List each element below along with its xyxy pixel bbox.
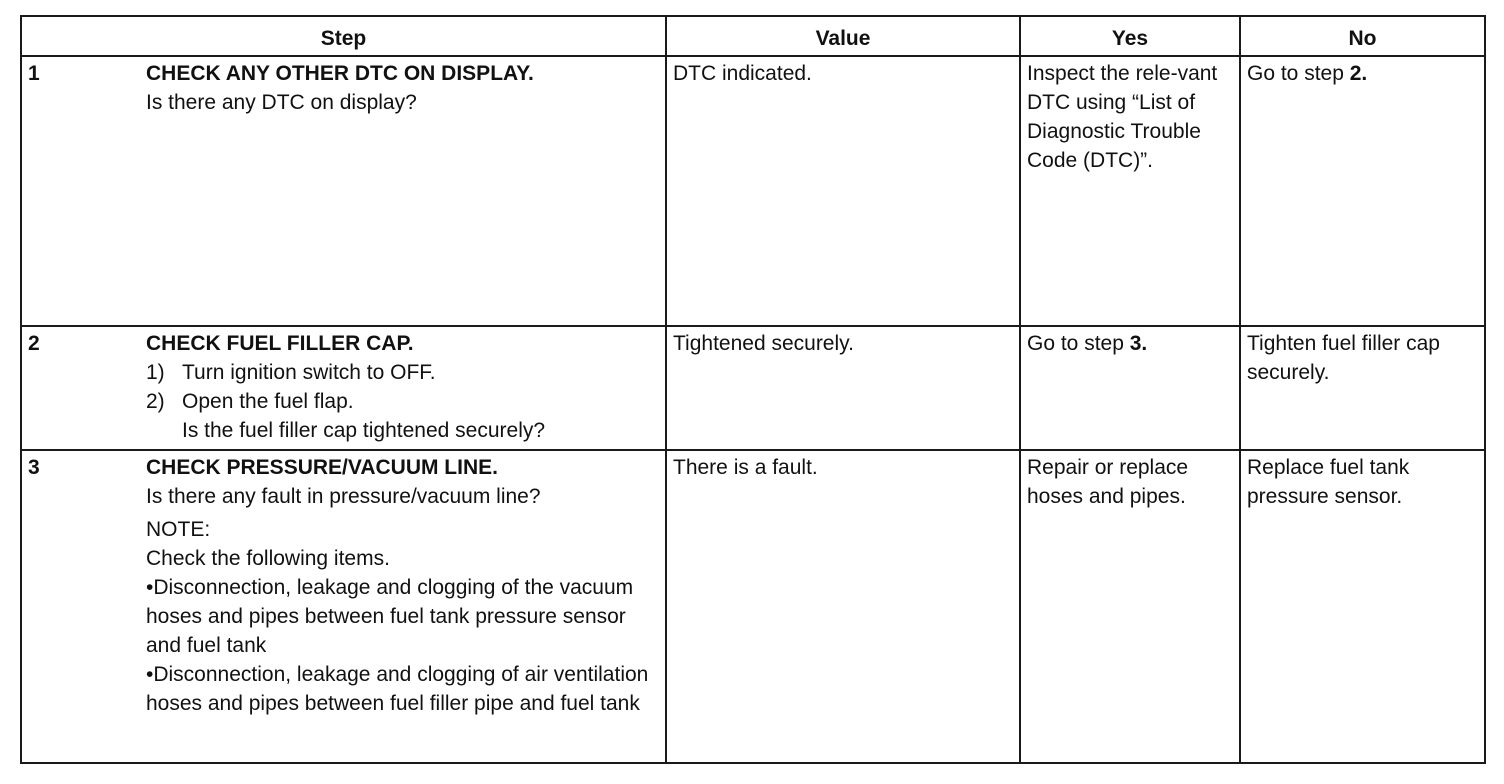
step-cell [21,450,666,763]
step-title: CHECK FUEL FILLER CAP. [146,332,414,355]
yes-cell: Inspect the rele-vant DTC using “List of Diagnostic Trouble Code (DTC)”. [1020,56,1240,326]
table-row [21,56,1485,326]
header-step: Step [21,16,666,56]
value-cell: DTC indicated. [666,56,1020,326]
step-question: Is there any fault in pressure/vacuum line? [146,485,541,508]
step-cell [21,326,666,450]
no-cell: Replace fuel tank pressure sensor. [1240,450,1485,763]
list-item [146,358,659,387]
list-item-number: 2) [146,390,165,413]
table-row [21,326,1485,450]
list-item [146,387,659,416]
note-intro: Check the following items. [146,547,390,570]
header-yes: Yes [1020,16,1240,56]
list-item-text: Turn ignition switch to OFF. [182,361,436,384]
step-number: 1 [28,62,40,85]
note-bullet: •Disconnection, leakage and clogging of air ventilation hoses and pipes between fuel filler pipe and fuel tank [146,663,649,715]
no-cell: Tighten fuel filler cap securely. [1240,326,1485,450]
no-step-ref: 2. [1349,62,1368,85]
header-no: No [1240,16,1485,56]
yes-cell [1020,326,1240,450]
step-cell [21,56,666,326]
note-label: NOTE: [146,518,211,541]
diagnostic-table [20,15,1486,764]
step-title: CHECK PRESSURE/VACUUM LINE. [146,456,498,479]
step-number: 2 [28,332,40,355]
yes-cell: Repair or replace hoses and pipes. [1020,450,1240,763]
yes-text: Go to step [1027,332,1130,355]
header-value: Value [666,16,1020,56]
no-cell [1240,56,1485,326]
value-cell: Tightened securely. [666,326,1020,450]
yes-step-ref: 3. [1129,332,1148,355]
list-item-number: 1) [146,361,165,384]
step-title: CHECK ANY OTHER DTC ON DISPLAY. [146,62,534,85]
no-text: Go to step [1247,62,1350,85]
note-bullet: •Disconnection, leakage and clogging of the vacuum hoses and pipes between fuel tank pressure sensor and fuel tank [146,576,634,657]
step-question: Is there any DTC on display? [146,91,417,114]
step-question: Is the fuel filler cap tightened securely? [182,419,546,442]
table-header-row [21,16,1485,56]
step-number: 3 [28,456,40,479]
table-row [21,450,1485,763]
note-block [146,515,659,718]
list-item-text: Open the fuel flap. [182,390,354,413]
value-cell: There is a fault. [666,450,1020,763]
